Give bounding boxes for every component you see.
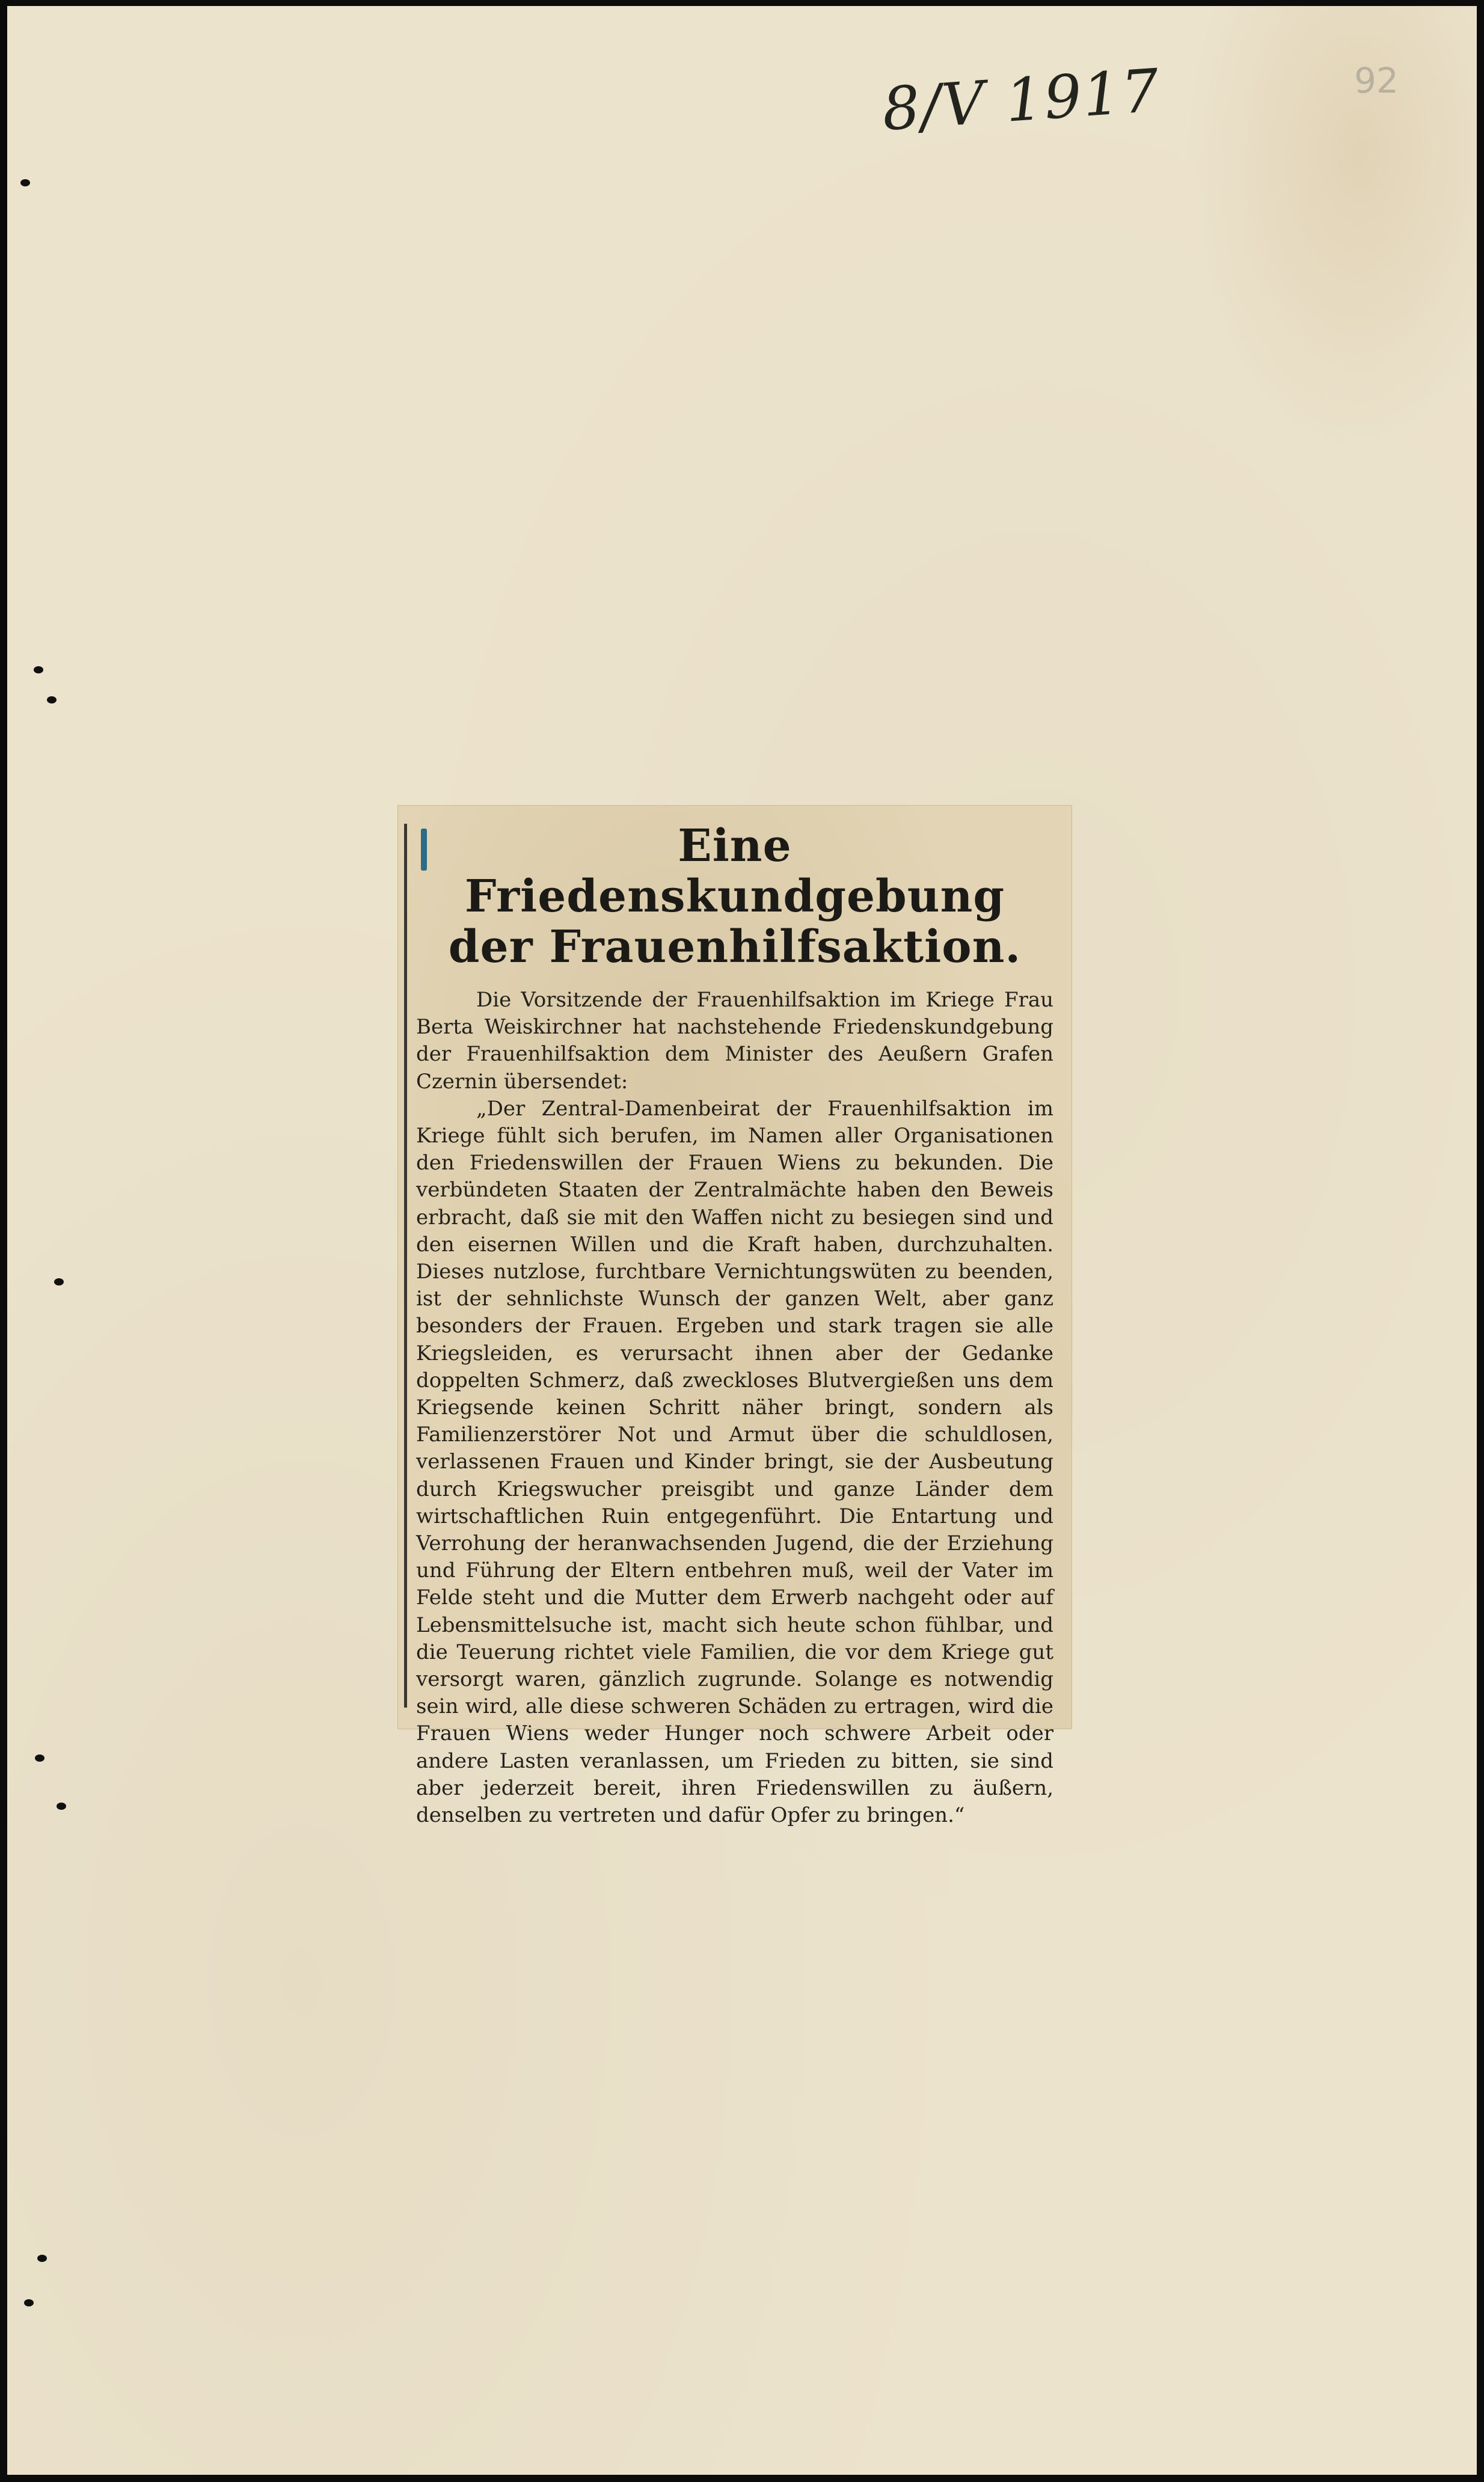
- archive-sheet: [7, 6, 1477, 2475]
- clipping-headline: Eine Friedenskundgebung der Frauenhilfsaktion.: [448, 820, 1022, 973]
- clipping-body: [416, 987, 1053, 1829]
- handwritten-date: 8/V 1917: [880, 57, 1163, 144]
- punch-hole-mark: [37, 2255, 47, 2262]
- punch-hole-mark: [34, 666, 43, 673]
- clipping-intro-paragraph: Die Vorsitzende der Frauenhilfsaktion im Kriege Frau Berta Weiskirchner hat nachstehende Friedenskundgebung der Frauenhilfsaktion dem Minister des Aeußern Grafen Czernin übersendet:: [416, 988, 1053, 1094]
- newspaper-clipping: [398, 806, 1072, 1828]
- punch-hole-mark: [47, 696, 57, 703]
- punch-hole-mark: [54, 1278, 64, 1285]
- punch-hole-mark: [57, 1803, 66, 1810]
- blue-pencil-mark: [421, 829, 427, 871]
- punch-hole-mark: [20, 179, 30, 186]
- punch-hole-mark: [24, 2299, 34, 2306]
- clipping-quote-paragraph: „Der Zentral-Damenbeirat der Frauenhilfsaktion im Kriege fühlt sich berufen, im Namen aller Organisationen den Friedenswillen der Frauen Wiens zu bekunden. Die verbündeten Staaten der Zentralmächte haben den Beweis erbracht, daß sie mit den Waffen nicht zu besiegen sind und den eisernen Willen und die Kraft haben, durchzuhalten. Dieses nutzlose, furchtbare Vernichtungswüten zu beenden, ist der sehnlichste Wunsch der ganzen Welt, aber ganz besonders der Frauen. Ergeben und stark tragen sie alle Kriegsleiden, es verursacht ihnen aber der Gedanke doppelten Schmerz, daß zweckloses Blutvergießen uns dem Kriegsende keinen Schritt näher bringt, sondern als Familienzerstörer Not und Armut über die schuldlosen, verlassenen Frauen und Kinder bringt, sie der Ausbeutung durch Kriegswucher preisgibt und ganze Länder dem wirtschaftlichen Ruin entgegenführt. Die Entartung und Verrohung der heranwachsenden Jugend, die der Erziehung und Führung der Eltern entbehren muß, weil der Vater im Felde steht und die Mutter dem Erwerb nachgeht oder auf Lebensmittelsuche ist, macht sich heute schon fühlbar, und die Teuerung richtet viele Familien, die vor dem Kriege gut versorgt waren, gänzlich zugrunde. Solange es notwendig sein wird, alle diese schweren Schäden zu ertragen, wird die Frauen Wiens weder Hunger noch schwere Arbeit oder andere Lasten veranlassen, um Frieden zu bitten, sie sind aber jederzeit bereit, ihren Friedenswillen zu äußern, denselben zu vertreten und dafür Opfer zu bringen.“: [416, 1096, 1053, 1828]
- column-rule: [404, 824, 407, 1708]
- folio-number: 92: [1354, 60, 1399, 101]
- punch-hole-mark: [35, 1754, 44, 1762]
